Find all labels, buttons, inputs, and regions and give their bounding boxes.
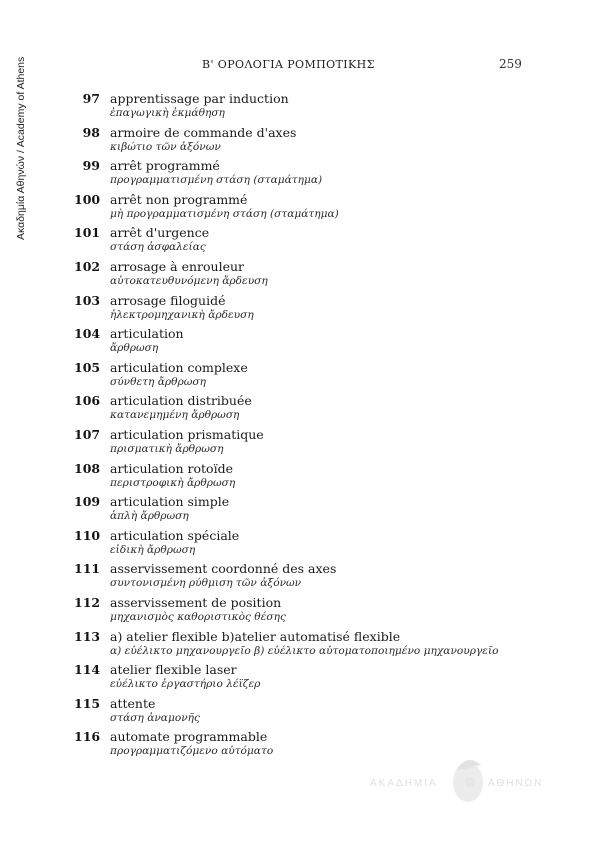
entry-number: 102: [74, 258, 101, 274]
entry-number: 106: [74, 393, 101, 409]
athena-head-icon: [448, 752, 488, 808]
greek-term: εὐέλικτο ἐργαστήριο λέϊζερ: [110, 678, 261, 691]
greek-term: μὴ προγραμματισμένη στάση (σταμάτημα): [110, 207, 339, 220]
greek-term: κατανεμημένη ἄρθρωση: [110, 409, 240, 422]
entry-number: 103: [74, 292, 101, 308]
glossary-entry: [74, 595, 584, 629]
entry-number: 113: [74, 628, 101, 644]
entry-number: 107: [74, 426, 101, 442]
entry-number: 115: [74, 695, 101, 711]
french-term: articulation: [110, 326, 184, 342]
running-title: Β' ΟΡΟΛΟΓΙΑ ΡΟΜΠΟΤΙΚΗΣ: [202, 58, 375, 71]
glossary-list: [74, 91, 584, 763]
entry-number: 98: [82, 124, 100, 140]
greek-term: εἰδικὴ ἄρθρωση: [110, 543, 196, 556]
glossary-entry: [74, 259, 584, 293]
watermark-left-text: ΑΚΑΔΗΜΙΑ: [370, 778, 438, 789]
entry-number: 111: [74, 561, 101, 577]
page-number: 259: [499, 57, 522, 71]
glossary-entry: [74, 461, 584, 495]
glossary-entry: [74, 125, 584, 159]
entry-number: 116: [74, 729, 101, 745]
entry-number: 99: [82, 158, 100, 174]
entry-number: 101: [74, 225, 101, 241]
glossary-entry: [74, 293, 584, 327]
french-term: attente: [110, 695, 156, 711]
watermark-right-text: ΑΘΗΝΩΝ: [488, 778, 544, 789]
entry-number: 108: [74, 460, 101, 476]
greek-term: πρισματικὴ ἄρθρωση: [110, 442, 224, 455]
french-term: arrosage à enrouleur: [110, 258, 245, 274]
page-header: [0, 58, 600, 78]
greek-term: σύνθετη ἄρθρωση: [110, 375, 206, 388]
french-term: armoire de commande d'axes: [110, 124, 297, 140]
french-term: articulation complexe: [110, 359, 248, 375]
glossary-entry: [74, 629, 584, 663]
glossary-entry: [74, 494, 584, 528]
glossary-entry: [74, 662, 584, 696]
entry-number: 97: [82, 91, 100, 106]
french-term: arrosage filoguidé: [110, 292, 226, 308]
french-term: apprentissage par induction: [110, 91, 289, 106]
french-term: articulation prismatique: [110, 426, 264, 442]
entry-number: 100: [74, 191, 101, 207]
glossary-entry: [74, 360, 584, 394]
glossary-entry: [74, 696, 584, 730]
french-term: articulation simple: [110, 494, 230, 510]
french-term: asservissement coordonné des axes: [110, 561, 337, 577]
french-term: a) atelier flexible b)atelier automatisé flexible: [110, 628, 401, 644]
glossary-entry: [74, 427, 584, 461]
side-note: [13, 40, 31, 340]
french-term: articulation rotoïde: [110, 460, 233, 476]
greek-term: στάση ἀσφαλείας: [110, 241, 206, 254]
glossary-entry: [74, 393, 584, 427]
glossary-entry: [74, 561, 584, 595]
greek-term: συντονισμένη ρύθμιση τῶν ἀξόνων: [110, 577, 302, 590]
french-term: articulation distribuée: [110, 393, 252, 409]
french-term: articulation spéciale: [110, 527, 240, 543]
glossary-entry: [74, 528, 584, 562]
glossary-entry: [74, 91, 584, 125]
french-term: atelier flexible laser: [110, 662, 237, 678]
greek-term: ἁπλὴ ἄρθρωση: [110, 510, 189, 523]
entry-number: 112: [74, 594, 101, 610]
greek-term: αὐτοκατευθυνόμενη ἄρδευση: [110, 274, 268, 287]
greek-term: στάση ἀναμονῆς: [110, 711, 200, 724]
french-term: arrêt non programmé: [110, 191, 248, 207]
side-note-text: Ακαδημία Αθηνών / Academy of Athens: [15, 56, 27, 240]
glossary-entry: [74, 225, 584, 259]
french-term: asservissement de position: [110, 594, 282, 610]
greek-term: κιβώτιο τῶν ἀξόνων: [110, 140, 221, 153]
greek-term: ἄρθρωση: [110, 342, 159, 355]
entry-number: 110: [74, 527, 101, 543]
academy-watermark: [370, 752, 580, 812]
french-term: automate programmable: [110, 729, 268, 745]
entry-number: 114: [74, 662, 101, 678]
greek-term: ἠλεκτρομηχανικὴ ἄρδευση: [110, 308, 254, 321]
glossary-entry: [74, 192, 584, 226]
greek-term: α) εὐέλικτο μηχανουργεῖο β) εὐέλικτο αὐτοματοποιημένο μηχανουργεῖο: [110, 644, 499, 657]
greek-term: ἐπαγωγικὴ ἐκμάθηση: [110, 107, 225, 119]
greek-term: περιστροφικὴ ἄρθρωση: [110, 476, 236, 489]
glossary-entry: [74, 158, 584, 192]
french-term: arrêt programmé: [110, 158, 220, 174]
glossary-entry: [74, 326, 584, 360]
entry-number: 105: [74, 359, 101, 375]
greek-term: προγραμματισμένη στάση (σταμάτημα): [110, 174, 323, 187]
entry-number: 109: [74, 494, 101, 510]
entry-number: 104: [74, 326, 101, 342]
greek-term: μηχανισμὸς καθοριστικὸς θέσης: [110, 610, 286, 623]
french-term: arrêt d'urgence: [110, 225, 210, 241]
greek-term: προγραμματιζόμενο αὐτόματο: [110, 745, 274, 758]
